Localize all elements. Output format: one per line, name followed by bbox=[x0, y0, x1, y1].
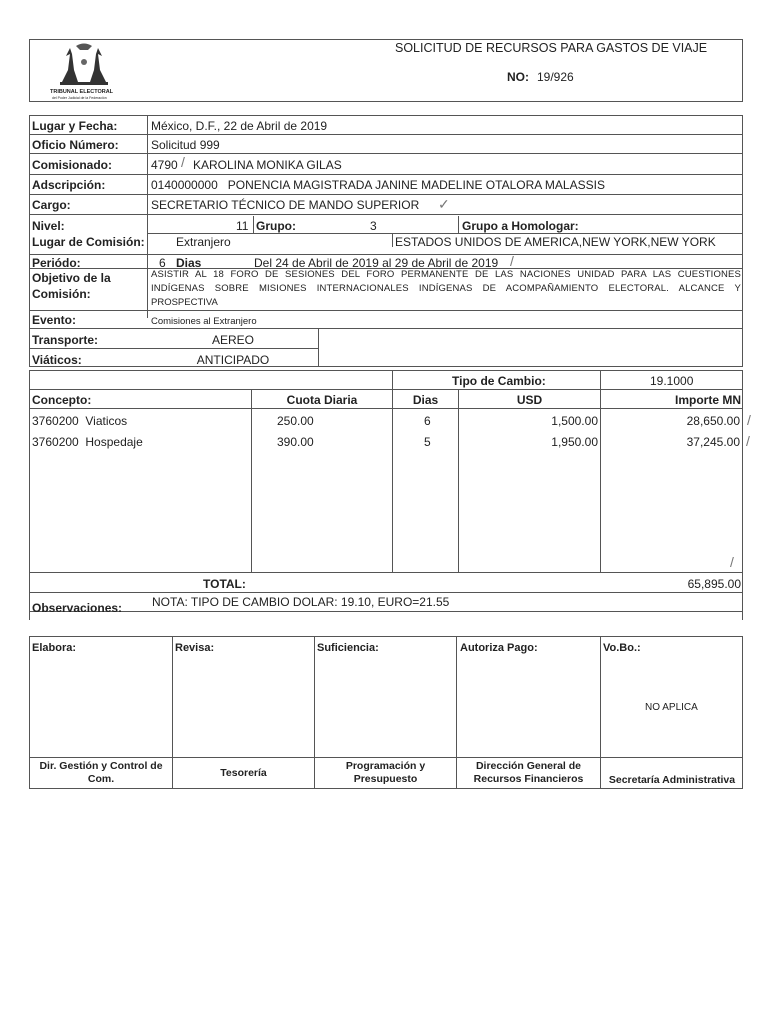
revisa-label: Revisa: bbox=[175, 642, 215, 654]
objetivo-line-1: ASISTIR AL 18 FORO DE SESIONES DEL FORO PERMANENTE DE LAS NACIONES UNIDAD PARA LAS CUESTIONES bbox=[151, 269, 741, 280]
row-dias: 6 bbox=[424, 414, 431, 428]
periodo-value: Del 24 de Abril de 2019 al 29 de Abril de 2019 bbox=[254, 256, 499, 270]
transporte-value: AEREO bbox=[211, 333, 254, 347]
dept-programacion-line-1: Programación y bbox=[345, 760, 426, 772]
cargo-value: SECRETARIO TÉCNICO DE MANDO SUPERIOR bbox=[151, 198, 420, 212]
grupo-value: 3 bbox=[370, 219, 377, 233]
objetivo-line-2: INDÍGENAS SOBRE MISIONES INTERNACIONALES INDÍGENAS DE ACOMPAÑAMIENTO ELECTORAL. ALCANCE Y bbox=[151, 283, 741, 294]
transporte-label: Transporte: bbox=[32, 333, 99, 347]
checkmark-icon: / bbox=[746, 433, 750, 449]
dept-gestion-line-1: Dir. Gestión y Control de bbox=[39, 760, 163, 772]
evento-value: Comisiones al Extranjero bbox=[151, 316, 257, 327]
oficio-label: Oficio Número: bbox=[32, 138, 119, 152]
logo-subtext: del Poder Judicial de la Federación bbox=[52, 96, 107, 100]
row-concepto: 3760200 Viaticos bbox=[32, 414, 128, 428]
dept-gestion bbox=[30, 760, 172, 786]
observaciones-value: NOTA: TIPO DE CAMBIO DOLAR: 19.10, EURO=21.55 bbox=[152, 595, 450, 609]
form-title: SOLICITUD DE RECURSOS PARA GASTOS DE VIAJE bbox=[395, 41, 708, 55]
homologar-label: Grupo a Homologar: bbox=[462, 219, 579, 233]
cargo-label: Cargo: bbox=[32, 198, 71, 212]
col-cuota: Cuota Diaria bbox=[286, 393, 358, 407]
comisionado-id: 4790 bbox=[151, 158, 178, 172]
objetivo-label-2: Comisión: bbox=[32, 287, 91, 301]
row-usd: 1,500.00 bbox=[551, 414, 598, 428]
fields-divider bbox=[147, 115, 148, 318]
logo bbox=[48, 42, 120, 100]
dept-tesoreria: Tesorería bbox=[220, 767, 267, 779]
autoriza-label: Autoriza Pago: bbox=[460, 642, 538, 654]
dept-programacion bbox=[315, 760, 456, 786]
dept-gestion-line-2: Com. bbox=[87, 773, 115, 785]
viaticos-value: ANTICIPADO bbox=[196, 353, 270, 367]
table-row bbox=[29, 414, 743, 432]
dept-programacion-line-2: Presupuesto bbox=[353, 773, 418, 785]
col-importe: Importe MN bbox=[675, 393, 741, 407]
adscripcion-label: Adscripción: bbox=[32, 178, 106, 192]
objetivo-line-3: PROSPECTIVA bbox=[151, 297, 218, 308]
row-importe: 37,245.00 bbox=[686, 435, 740, 449]
lugar-fecha-label: Lugar y Fecha: bbox=[32, 119, 118, 133]
total-value: 65,895.00 bbox=[687, 577, 741, 591]
evento-label: Evento: bbox=[32, 313, 77, 327]
table-row bbox=[29, 435, 743, 453]
tipo-cambio-label: Tipo de Cambio: bbox=[452, 374, 546, 388]
oficio-value: Solicitud 999 bbox=[151, 138, 220, 152]
checkmark-icon: / bbox=[747, 412, 751, 428]
row-usd: 1,950.00 bbox=[551, 435, 598, 449]
observaciones-label: Observaciones: bbox=[32, 601, 123, 615]
col-usd: USD bbox=[516, 393, 543, 407]
comisionado-label: Comisionado: bbox=[32, 158, 112, 172]
row-cuota: 250.00 bbox=[277, 414, 314, 428]
viaticos-label: Viáticos: bbox=[32, 353, 82, 367]
dept-direccion-line-1: Dirección General de bbox=[475, 760, 582, 772]
no-aplica: NO APLICA bbox=[645, 702, 698, 713]
lugar-comision-label: Lugar de Comisión: bbox=[32, 235, 145, 249]
row-dias: 5 bbox=[424, 435, 431, 449]
grupo-label: Grupo: bbox=[256, 219, 296, 233]
checkmark-icon: / bbox=[730, 554, 734, 570]
vobo-label: Vo.Bo.: bbox=[603, 642, 641, 654]
checkmark-icon: / bbox=[181, 154, 185, 170]
dept-secretaria: Secretaría Administrativa bbox=[608, 774, 736, 786]
dept-direccion bbox=[457, 760, 600, 786]
lugar-comision-value: ESTADOS UNIDOS DE AMERICA,NEW YORK,NEW YORK bbox=[395, 235, 716, 249]
periodo-days: 6 bbox=[159, 256, 166, 270]
no-value: 19/926 bbox=[537, 70, 574, 84]
checkmark-icon: / bbox=[510, 253, 514, 269]
row-cuota: 390.00 bbox=[277, 435, 314, 449]
elabora-label: Elabora: bbox=[32, 642, 77, 654]
adscripcion-value: 0140000000 PONENCIA MAGISTRADA JANINE MADELINE OTALORA MALASSIS bbox=[151, 178, 605, 192]
lugar-fecha-value: México, D.F., 22 de Abril de 2019 bbox=[151, 119, 328, 133]
nivel-value: 11 bbox=[236, 219, 249, 233]
periodo-label: Periódo: bbox=[32, 256, 81, 270]
col-concepto: Concepto: bbox=[32, 393, 92, 407]
checkmark-icon: ✓ bbox=[438, 196, 450, 212]
objetivo-text bbox=[151, 269, 741, 309]
col-dias: Dias bbox=[412, 393, 439, 407]
dept-direccion-line-2: Recursos Financieros bbox=[473, 773, 584, 785]
objetivo-label-1: Objetivo de la bbox=[32, 271, 111, 285]
suficiencia-label: Suficiencia: bbox=[317, 642, 379, 654]
row-importe: 28,650.00 bbox=[686, 414, 740, 428]
no-label: NO: bbox=[507, 70, 529, 84]
comisionado-name: KAROLINA MONIKA GILAS bbox=[193, 158, 342, 172]
nivel-label: Nivel: bbox=[32, 219, 65, 233]
periodo-days-label: Dias bbox=[176, 256, 202, 270]
lugar-comision-type: Extranjero bbox=[176, 235, 231, 249]
row-concepto: 3760200 Hospedaje bbox=[32, 435, 143, 449]
logo-text: TRIBUNAL ELECTORAL bbox=[50, 89, 114, 95]
tipo-cambio-value: 19.1000 bbox=[650, 374, 694, 388]
logo-emblem-icon bbox=[48, 42, 120, 88]
total-label: TOTAL: bbox=[203, 577, 246, 591]
